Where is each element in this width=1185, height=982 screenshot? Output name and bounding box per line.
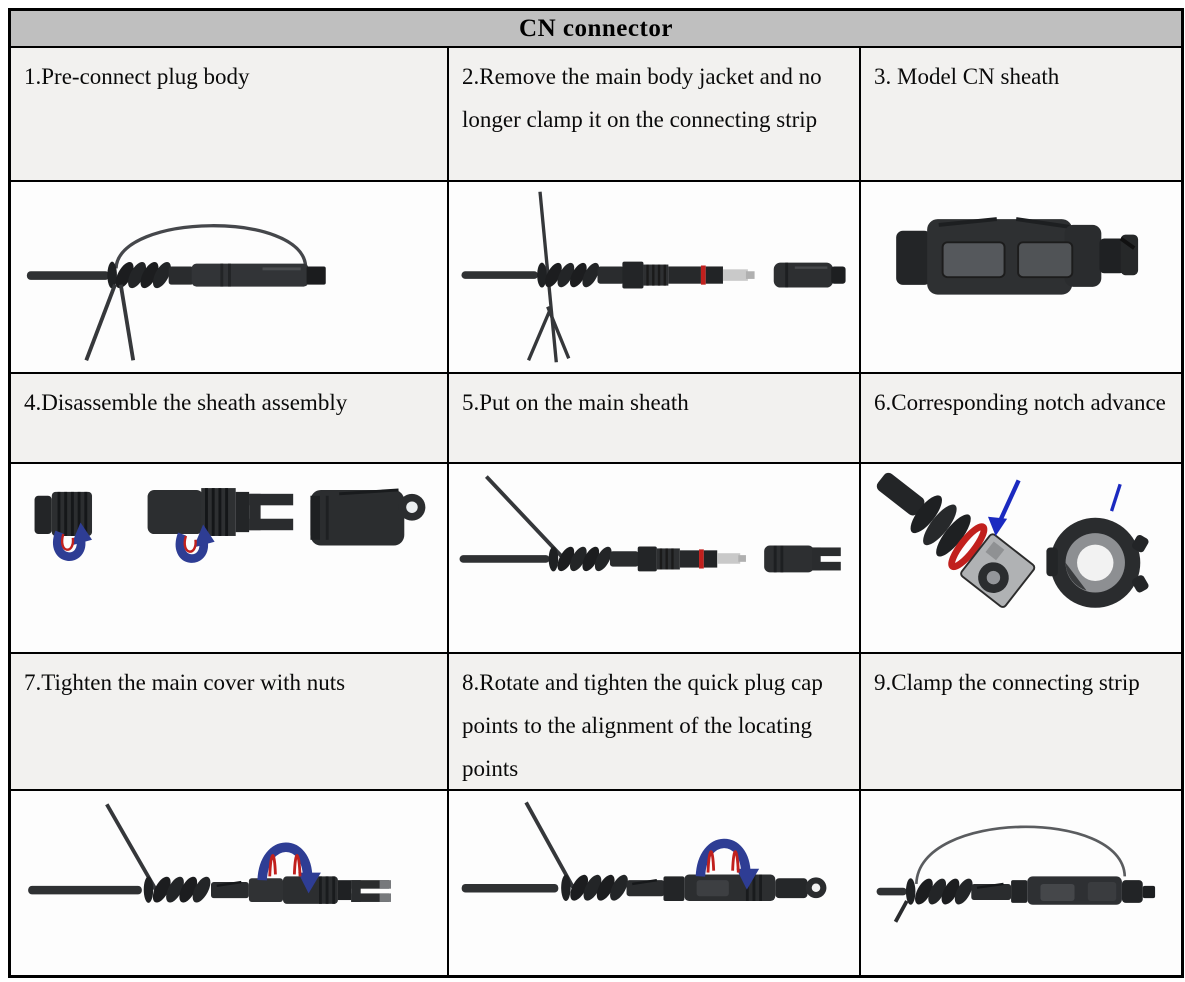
disassembled-sheath-illustration — [19, 467, 439, 649]
spiral-boot — [911, 876, 976, 907]
cable — [876, 888, 906, 896]
step-8-label: 8.Rotate and tighten the quick plug cap points to the alignment of the locating points — [449, 654, 861, 791]
step-7-label: 7.Tighten the main cover with nuts — [11, 654, 449, 791]
sheath-window — [943, 242, 1005, 277]
removed-jacket — [774, 263, 846, 288]
step-1-photo — [11, 182, 449, 374]
step-4-label: 4.Disassemble the sheath assembly — [11, 374, 449, 464]
step-6-label: 6.Corresponding notch advance — [861, 374, 1181, 464]
cable — [460, 555, 550, 563]
red-alignment-band — [701, 266, 706, 285]
step-2-label: 2.Remove the main body jacket and no longer clamp it on the connecting strip — [449, 48, 861, 182]
step-1-label: 1.Pre-connect plug body — [11, 48, 449, 182]
mid-sheath-piece — [148, 488, 294, 536]
hanging-wire — [121, 285, 133, 361]
notch-alignment-illustration — [869, 467, 1174, 649]
step-8-photo — [449, 791, 861, 975]
hex-nut — [622, 262, 643, 289]
clamped-strip-illustration — [869, 793, 1174, 973]
cable — [462, 884, 559, 893]
step-5-label: 5.Put on the main sheath — [449, 374, 861, 464]
spiral-boot — [567, 872, 632, 903]
step-3-label: 3. Model CN sheath — [861, 48, 1181, 182]
notch-mark — [1111, 484, 1120, 511]
step-5-photo — [449, 464, 861, 654]
rotate-cap-illustration — [454, 793, 854, 973]
spiral-boot — [149, 874, 214, 905]
step-4-photo — [11, 464, 449, 654]
step-3-photo — [861, 182, 1181, 374]
sheath-cap — [310, 490, 425, 546]
plug-body — [192, 264, 309, 287]
spiral-boot — [542, 260, 603, 290]
cn-connector-table — [8, 8, 1184, 978]
step-9-label: 9.Clamp the connecting strip — [861, 654, 1181, 791]
angled-plug-end — [869, 467, 1036, 609]
hex-nut — [638, 547, 657, 572]
ferrule — [717, 553, 740, 564]
cable — [461, 271, 538, 279]
hanging-wire — [86, 285, 115, 361]
step-6-photo — [861, 464, 1181, 654]
pre-connected-plug-illustration — [19, 186, 439, 368]
step-9-photo — [861, 791, 1181, 975]
cable — [27, 271, 109, 280]
wire-loop — [116, 226, 306, 269]
ferrule — [723, 269, 748, 280]
connecting-strip-loop — [916, 827, 1124, 884]
cn-sheath-illustration — [871, 192, 1171, 342]
cable — [28, 886, 142, 895]
collar-ring — [1046, 518, 1150, 608]
red-alignment-band — [699, 549, 704, 568]
step-2-photo — [449, 182, 861, 374]
main-sheath-illustration — [454, 467, 854, 649]
tighten-cover-illustration — [19, 793, 439, 973]
table-title: CN connector — [11, 11, 1181, 48]
spiral-boot — [554, 544, 615, 574]
down-arrow-icon — [987, 480, 1018, 536]
step-7-photo — [11, 791, 449, 975]
jacket-removed-illustration — [454, 186, 854, 368]
sheath-window — [1018, 242, 1072, 277]
main-sheath-piece — [764, 546, 841, 573]
